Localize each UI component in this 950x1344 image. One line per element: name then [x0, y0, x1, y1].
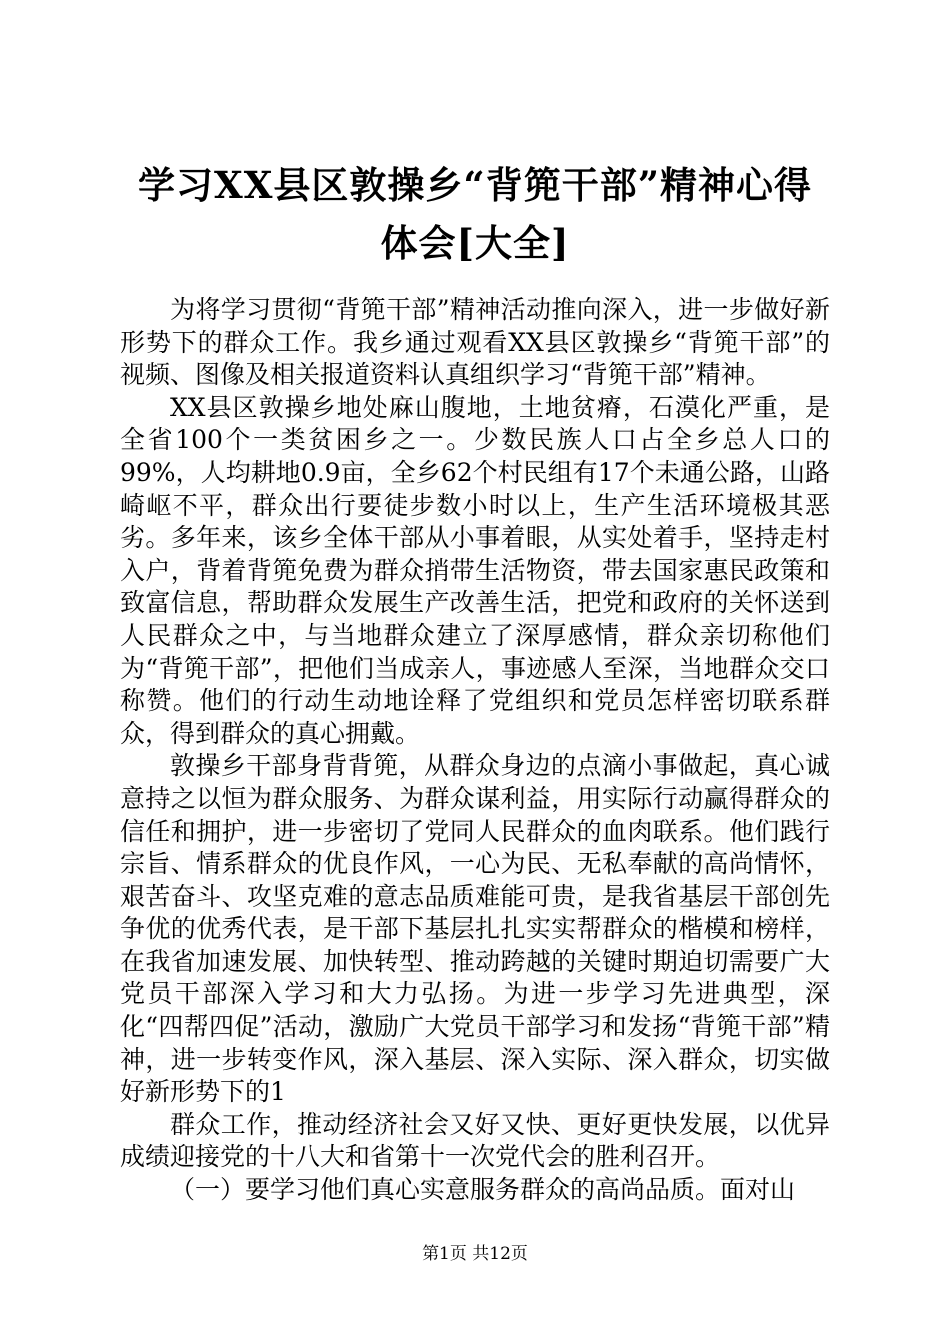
paragraph-4: 群众工作，推动经济社会又好又快、更好更快发展，以优异成绩迎接党的十八大和省第十一次党代会的胜利召开。 [120, 1109, 830, 1172]
document-body [120, 294, 830, 1207]
paragraph-5: （一）要学习他们真心实意服务群众的高尚品质。面对山 [170, 1175, 796, 1205]
paragraph-2: XX县区敦操乡地处麻山腹地，土地贫瘠，石漠化严重，是全省100个一类贫困乡之一。少数民族人口占全乡总人口的99%，人均耕地0.9亩，全乡62个村民组有17个未通公路，山路崎岖不平，群众出行要徒步数小时以上，生产生活环境极其恶劣。多年来，该乡全体干部从小事着眼，从实处着手，坚持走村入户，背着背篼免费为群众捎带生活物资，带去国家惠民政策和致富信息，帮助群众发展生产改善生活，把党和政府的关怀送到人民群众之中，与当地群众建立了深厚感情，群众亲切称他们为“背篼干部”，把他们当成亲人，事迹感人至深，当地群众交口称赞。他们的行动生动地诠释了党组织和党员怎样密切联系群众，得到群众的真心拥戴。 [120, 392, 830, 748]
document-title: 学习XX县区敦操乡“背篼干部”精神心得体会[大全] [138, 163, 812, 265]
paragraph-1: 为将学习贯彻“背篼干部”精神活动推向深入，进一步做好新形势下的群众工作。我乡通过观看XX县区敦操乡“背篼干部”的视频、图像及相关报道资料认真组织学习“背篼干部”精神。 [120, 295, 830, 390]
page-number-footer: 第1页 共12页 [422, 1244, 528, 1264]
paragraph-3: 敦操乡干部身背背篼，从群众身边的点滴小事做起，真心诚意持之以恒为群众服务、为群众谋利益，用实际行动赢得群众的信任和拥护，进一步密切了党同人民群众的血肉联系。他们践行宗旨、情系群众的优良作风，一心为民、无私奉献的高尚情怀，艰苦奋斗、攻坚克难的意志品质难能可贵，是我省基层干部创先争优的优秀代表，是干部下基层扎扎实实帮群众的楷模和榜样，在我省加速发展、加快转型、推动跨越的关键时期迫切需要广大党员干部深入学习和大力弘扬。为进一步学习先进典型，深化“四帮四促”活动，激励广大党员干部学习和发扬“背篼干部”精神，进一步转变作风，深入基层、深入实际、深入群众，切实做好新形势下的1 [120, 751, 830, 1107]
